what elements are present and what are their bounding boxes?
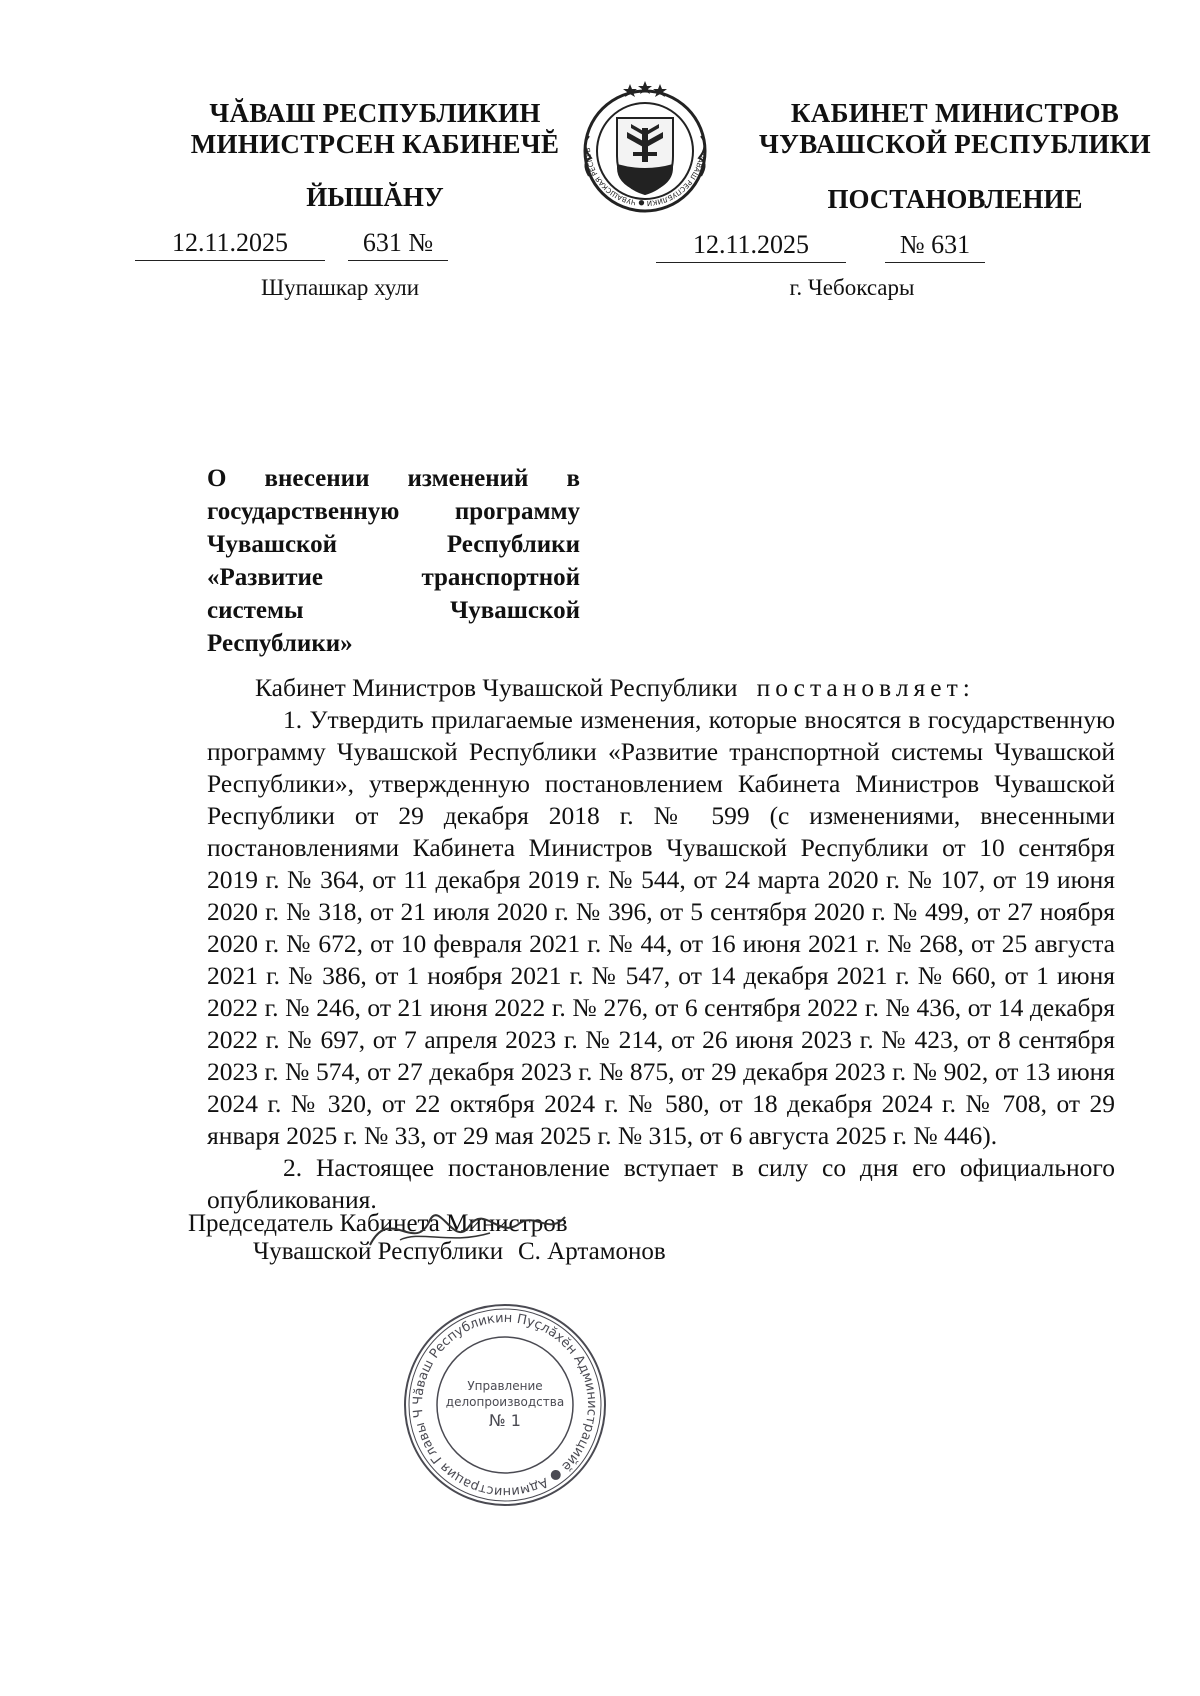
header-right-doc-type: ПОСТАНОВЛЕНИЕ [827,184,1083,214]
left-number-field: 631 № [348,228,448,261]
signature-title-line2: Чувашской Республики [253,1238,504,1265]
emblem-ring-text: ЧĂВАШ РЕСПУБЛИКИ ● ЧУВАШСКАЯ РЕСПУБ [583,147,706,208]
intro-prefix: Кабинет Министров Чувашской Республики [255,673,738,702]
right-city: г. Чебоксары [789,275,915,300]
header-right-title-line1: КАБИНЕТ МИНИСТРОВ [790,98,1120,128]
stamp-center-line2: делопроизводства [445,1395,565,1409]
official-stamp [400,1300,610,1510]
signature-title-line1: Председатель Кабинета Министров [188,1210,568,1237]
left-date-field: 12.11.2025 [135,228,325,261]
item-1-paragraph: 1. Утвердить прилагаемые изменения, которые вносятся в государственную программу Чувашской Республики «Развитие транспортной системы Чувашской Республики», утвержденную постановлением Кабинета Министров Чувашской Республики от 29 декабря 2018 г. № 599 (с изменениями, внесенными постановлениями Кабинета Министров Чувашской Республики от 10 сентября 2019 г. № 364, от 11 декабря 2019 г. № 544, от 24 марта 2020 г. № 107, от 19 июня 2020 г. № 318, от 21 июля 2020 г. № 396, от 5 сентября 2020 г. № 499, от 27 ноября 2020 г. № 672, от 10 февраля 2021 г. № 44, от 16 июня 2021 г. № 268, от 25 августа 2021 г. № 386, от 1 ноября 2021 г. № 547, от 14 декабря 2021 г. № 660, от 1 июня 2022 г. № 246, от 21 июня 2022 г. № 276, от 6 сентября 2022 г. № 436, от 14 декабря 2022 г. № 697, от 7 апреля 2023 г. № 214, от 26 июня 2023 г. № 423, от 8 сентября 2023 г. № 574, от 27 декабря 2023 г. № 875, от 29 декабря 2023 г. № 902, от 13 июня 2024 г. № 320, от 22 октября 2024 г. № 580, от 18 декабря 2024 г. № 708, от 29 января 2025 г. № 33, от 29 мая 2025 г. № 315, от 6 августа 2025 г. № 446). [207,705,1115,1150]
header-right-title [725,98,1185,160]
stamp-ring-text: Чăваш Республикин Пуçлăхĕн Администрацийĕ ● Администрация Главы Ч [410,1310,600,1500]
left-city: Шупашкар хули [260,275,420,300]
header-left-title [150,98,600,160]
stamp-center-line3: № 1 [489,1411,521,1430]
handwritten-signature [360,1195,570,1265]
header-left-doc-type: ЙЫШĂНУ [306,182,444,212]
header-right-title-line2: ЧУВАШСКОЙ РЕСПУБЛИКИ [759,129,1151,159]
stamp-center-line1: Управление [467,1379,543,1393]
item-2-paragraph: 2. Настоящее постановление вступает в силу со дня его официального опубликования. [207,1153,1115,1214]
document-body [207,672,1115,1216]
intro-paragraph [207,672,1115,704]
right-number-field: № 631 [885,230,985,263]
header-left-title-line1: ЧĂВАШ РЕСПУБЛИКИН [209,98,541,128]
right-date-field: 12.11.2025 [656,230,846,263]
coat-of-arms-icon [575,76,715,216]
signatory-name: С. Артамонов [518,1238,666,1265]
intro-verb: постановляет: [756,673,975,702]
document-subject: О внесении изменений в государственную программу Чувашской Республики «Развитие транспортной системы Чувашской Республики» [207,465,580,657]
header-left-title-line2: МИНИСТРСЕН КАБИНЕЧĔ [190,129,560,159]
